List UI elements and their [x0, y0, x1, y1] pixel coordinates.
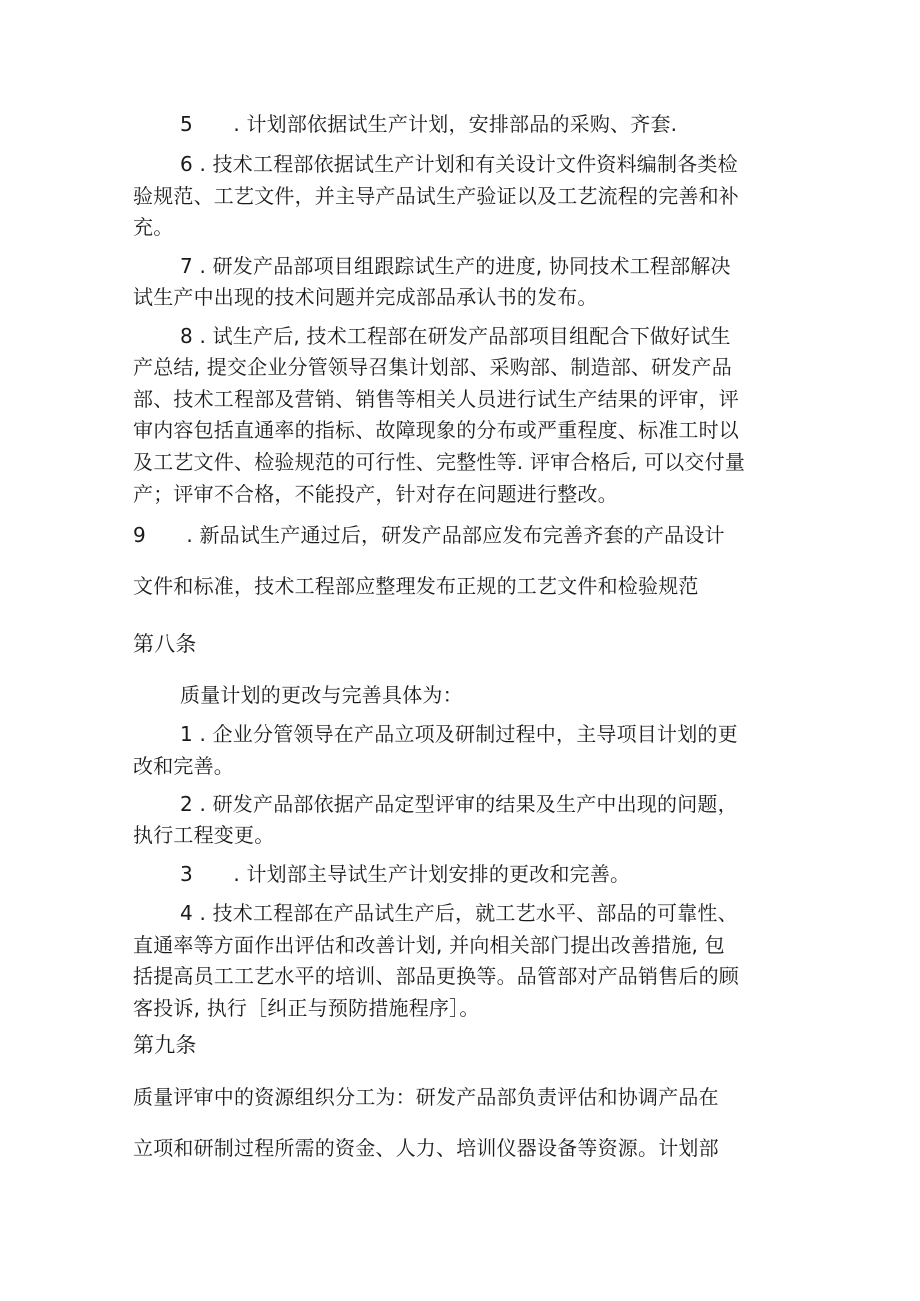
item-8-line-5: 及工艺文件、检验规范的可行性、完整性等. 评审合格后, 可以交付量	[133, 450, 746, 474]
item-7-line-2: 试生产中出现的技术问题并完成部品承认书的发布。	[133, 285, 598, 309]
item-7-line-1: 7 . 研发产品部项目组跟踪试生产的进度, 协同技术工程部解决	[180, 254, 731, 278]
revision-item-3-line: 3 . 计划部主导试生产计划安排的更改和完善。	[180, 862, 631, 886]
item-6-line-2: 验规范、工艺文件，并主导产品试生产验证以及工艺流程的完善和补	[133, 184, 739, 208]
article-8-heading: 第八条	[133, 632, 197, 656]
revision-item-1-line-2: 改和完善。	[133, 754, 234, 778]
item-9-line-1: 9 . 新品试生产通过后，研发产品部应发布完善齐套的产品设计	[133, 523, 725, 547]
article-9-heading: 第九条	[133, 1033, 197, 1057]
item-9-line-2: 文件和标准，技术工程部应整理发布正规的工艺文件和检验规范	[133, 574, 699, 598]
revision-item-4-line-2: 直通率等方面作出评估和改善计划, 并向相关部门提出改善措施, 包	[133, 933, 725, 957]
article-9-line-2: 立项和研制过程所需的资金、人力、培训仪器设备等资源。计划部	[133, 1136, 719, 1160]
article-9-line-1: 质量评审中的资源组织分工为：研发产品部负责评估和协调产品在	[133, 1085, 719, 1109]
article-8-intro: 质量计划的更改与完善具体为：	[180, 683, 463, 707]
revision-item-1-line-1: 1 . 企业分管领导在产品立项及研制过程中，主导项目计划的更	[180, 722, 738, 746]
item-8-line-1: 8 . 试生产后, 技术工程部在研发产品部项目组配合下做好试生	[180, 324, 731, 348]
item-8-line-6: 产；评审不合格，不能投产，针对存在问题进行整改。	[133, 482, 618, 506]
item-8-line-2: 产总结, 提交企业分管领导召集计划部、采购部、制造部、研发产品	[133, 355, 732, 379]
item-5-line: 5 . 计划部依据试生产计划，安排部品的采购、齐套.	[180, 112, 678, 136]
revision-item-4-line-4: 客投诉, 执行［纠正与预防措施程序］。	[133, 996, 480, 1020]
revision-item-2-line-1: 2 . 研发产品部依据产品定型评审的结果及生产中出现的问题，	[180, 792, 738, 816]
item-8-line-3: 部、技术工程部及营销、销售等相关人员进行试生产结果的评审，评	[133, 387, 739, 411]
item-6-line-1: 6 . 技术工程部依据试生产计划和有关设计文件资料编制各类检	[180, 152, 738, 176]
revision-item-4-line-3: 括提高员工工艺水平的培训、部品更换等。品管部对产品销售后的顾	[133, 964, 739, 988]
revision-item-4-line-1: 4 . 技术工程部在产品试生产后，就工艺水平、部品的可靠性、	[180, 901, 738, 925]
item-8-line-4: 审内容包括直通率的指标、故障现象的分布或严重程度、标准工时以	[133, 418, 739, 442]
item-6-line-3: 充。	[133, 215, 174, 239]
revision-item-2-line-2: 执行工程变更。	[133, 823, 275, 847]
